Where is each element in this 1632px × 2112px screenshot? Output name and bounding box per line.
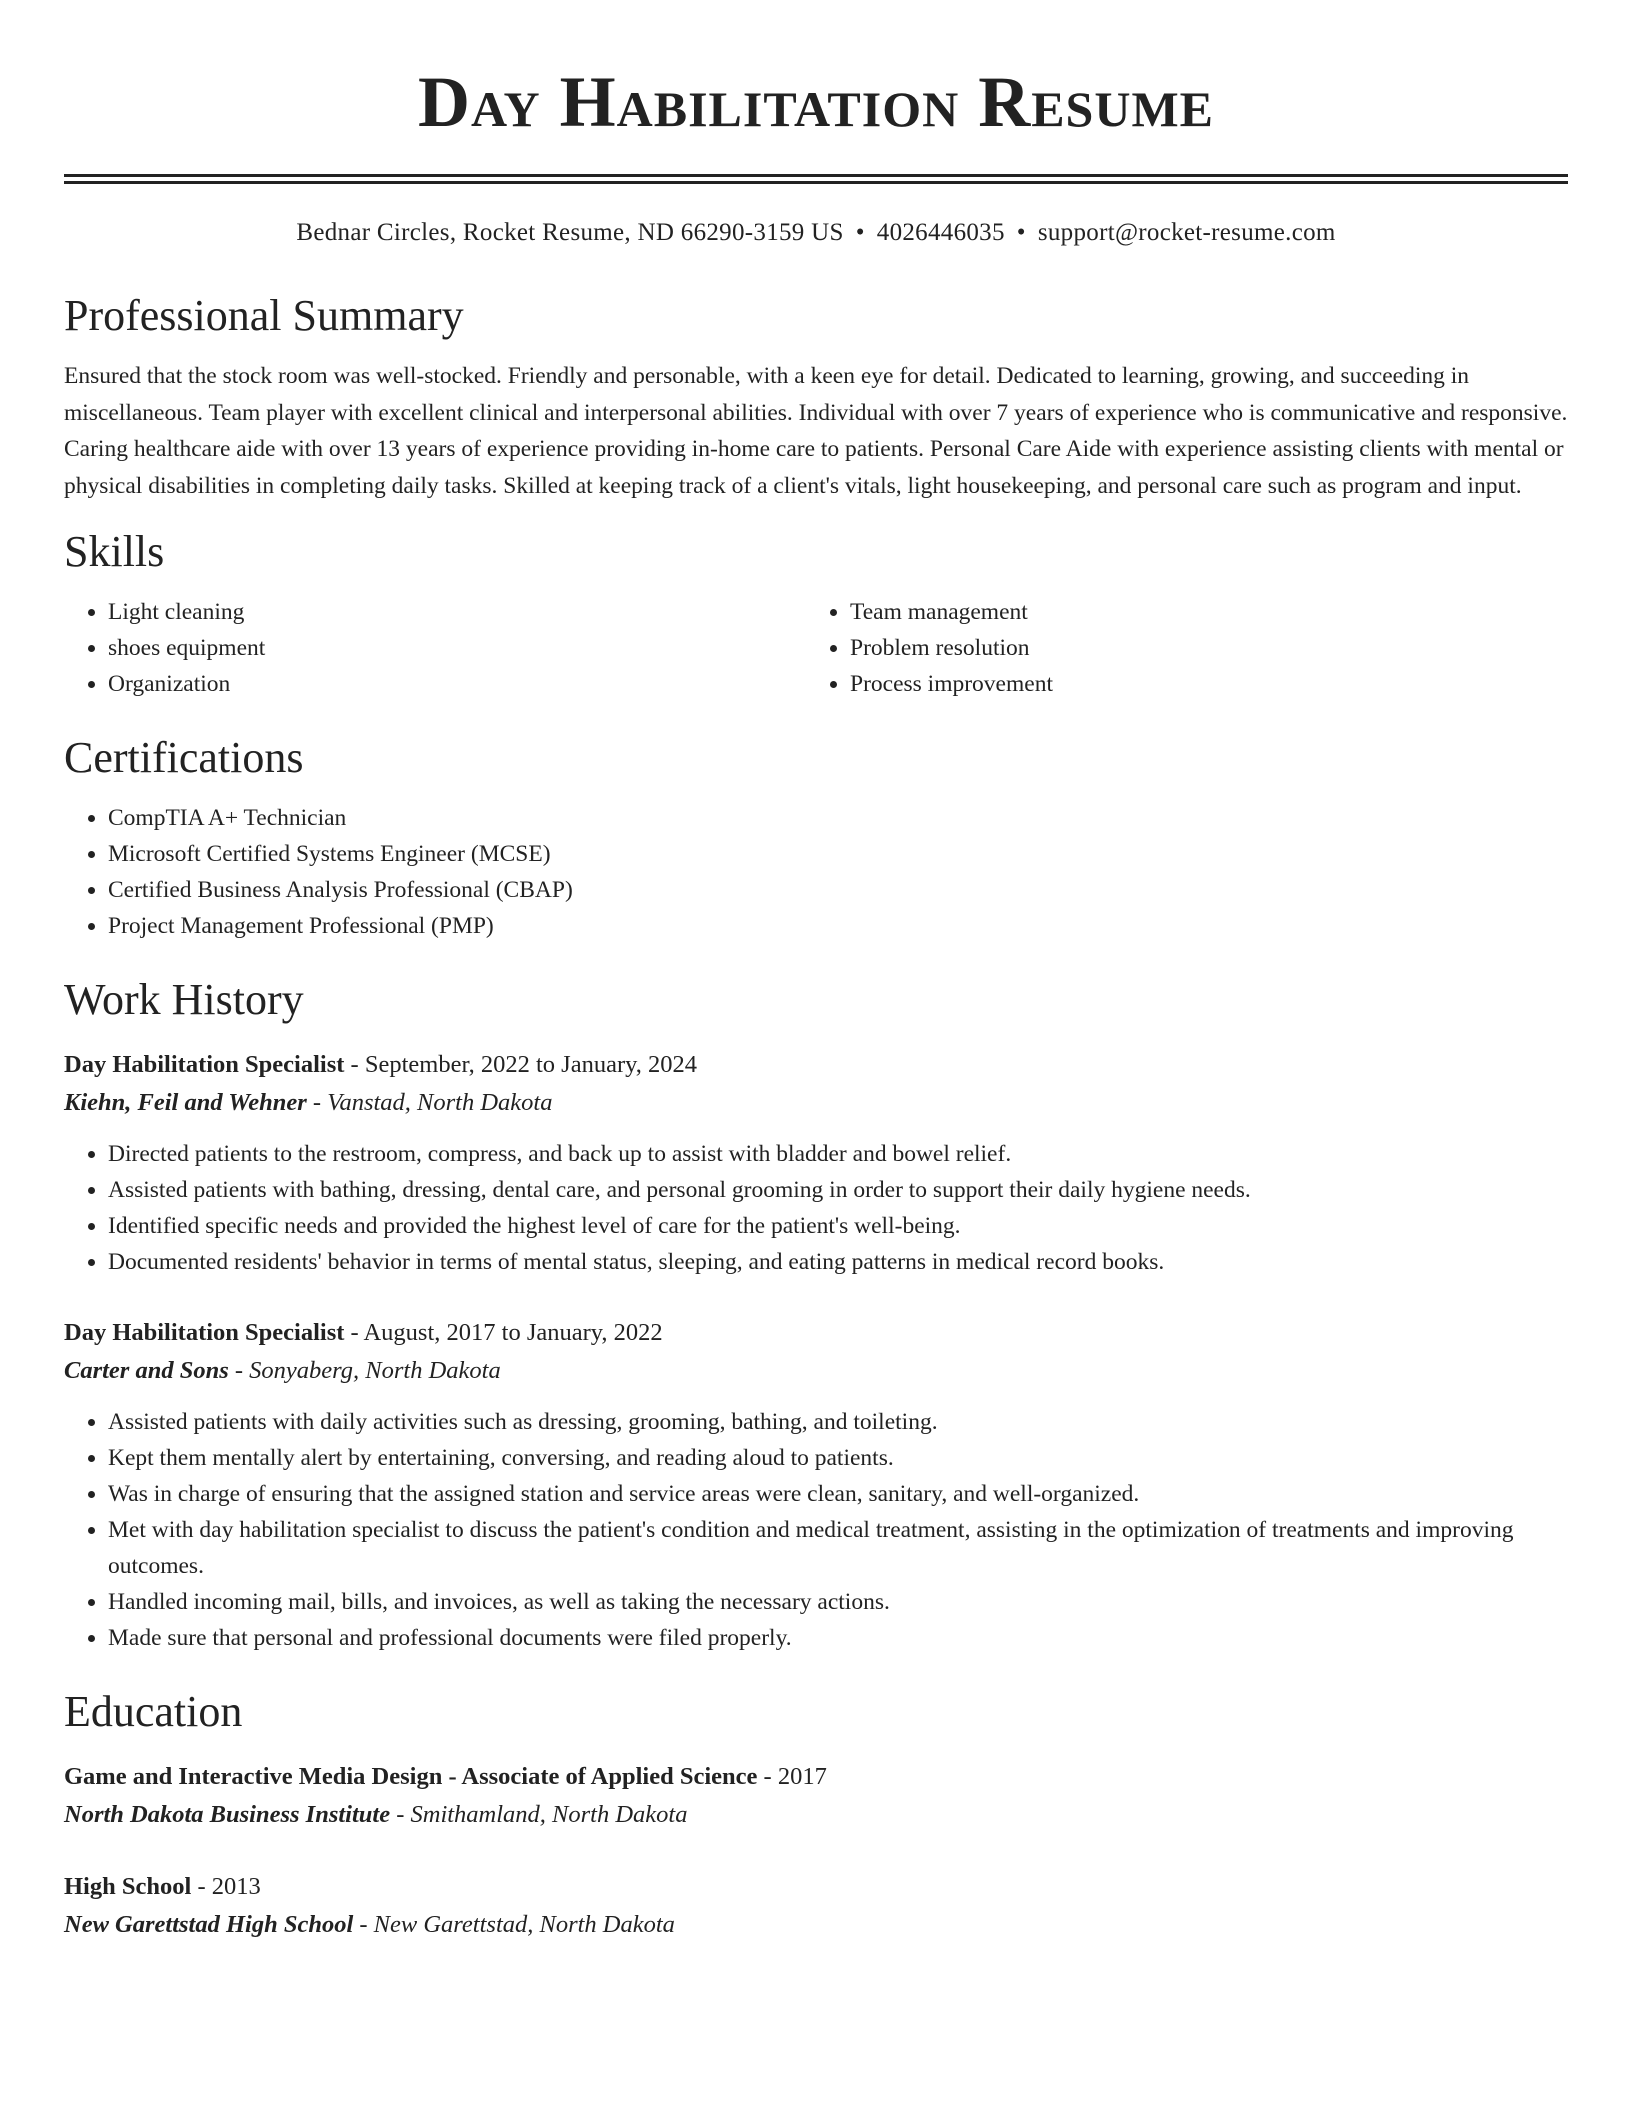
education-heading: Education <box>64 1687 243 1736</box>
summary-heading: Professional Summary <box>64 291 464 340</box>
job-title: Day Habilitation Specialist <box>64 1319 345 1346</box>
education-school: North Dakota Business Institute <box>64 1801 391 1828</box>
certification-item: • CompTIA A+ Technician <box>108 800 1568 836</box>
summary-text: Ensured that the stock room was well-stocked. Friendly and personable, with a keen eye for detail. Dedicated to learning, growing, and succeeding in miscellaneous. Team player with excellent clinical and interpersonal abilities. Individual with over 7 years of experience who is communicative and responsive. Caring healthcare aide with over 13 years of experience providing in-home care to patients. Personal Care Aide with experience assisting clients with mental or physical disabilities in completing daily tasks. Skilled at keeping track of a client's vitals, light housekeeping, and personal care such as program and input. <box>64 363 1568 499</box>
education-location: - Smithamland, North Dakota <box>390 1801 688 1828</box>
certification-item: • Certified Business Analysis Professional (CBAP) <box>108 872 1568 908</box>
skills-list-left <box>64 594 806 702</box>
skill-item: • Problem resolution <box>850 630 1548 666</box>
contact-separator: • <box>1016 219 1026 246</box>
certifications-section <box>64 730 1568 944</box>
job-company-line <box>64 1352 1568 1390</box>
job-duty-item: • Met with day habilitation specialist to discuss the patient's condition and medical treatment, assisting in the optimization of treatments and improving outcomes. <box>108 1512 1568 1584</box>
education-degree-line <box>64 1758 1568 1796</box>
job-entry <box>64 1314 1568 1656</box>
education-section <box>64 1684 1568 1944</box>
job-duty-item: • Made sure that personal and professional documents were filed properly. <box>108 1620 1568 1656</box>
job-company: Kiehn, Feil and Wehner <box>64 1089 307 1116</box>
skills-section <box>64 524 1568 702</box>
resume-title: Day Habilitation Resume <box>418 62 1214 142</box>
education-year: - 2017 <box>757 1763 827 1790</box>
education-year: - 2013 <box>191 1873 261 1900</box>
job-location: - Vanstad, North Dakota <box>306 1089 553 1116</box>
skills-list-right <box>806 594 1548 702</box>
contact-separator: • <box>855 219 865 246</box>
education-school-line <box>64 1796 1568 1834</box>
job-company-line <box>64 1084 1568 1122</box>
certification-item: • Microsoft Certified Systems Engineer (MCSE) <box>108 836 1568 872</box>
education-degree-line <box>64 1868 1568 1906</box>
education-entry <box>64 1758 1568 1834</box>
work-history-section <box>64 972 1568 1656</box>
certifications-list <box>64 800 1568 944</box>
job-duty-item: • Assisted patients with daily activities such as dressing, grooming, bathing, and toileting. <box>108 1404 1568 1440</box>
contact-address: Bednar Circles, Rocket Resume, ND 66290-3159 US <box>296 219 844 246</box>
skill-item: • Organization <box>108 666 806 702</box>
job-duty-item: • Was in charge of ensuring that the assigned station and service areas were clean, sanitary, and well-organized. <box>108 1476 1568 1512</box>
job-duty-item: • Assisted patients with bathing, dressing, dental care, and personal grooming in order to support their daily hygiene needs. <box>108 1172 1568 1208</box>
certifications-heading: Certifications <box>64 733 304 782</box>
skills-column-left <box>64 594 806 702</box>
education-school-line <box>64 1906 1568 1944</box>
job-dates: - August, 2017 to January, 2022 <box>344 1319 663 1346</box>
job-dates: - September, 2022 to January, 2024 <box>344 1051 698 1078</box>
job-title: Day Habilitation Specialist <box>64 1051 345 1078</box>
job-company: Carter and Sons <box>64 1357 229 1384</box>
job-location: - Sonyaberg, North Dakota <box>228 1357 501 1384</box>
title-divider <box>64 174 1568 184</box>
education-entry <box>64 1868 1568 1944</box>
skill-item: • Process improvement <box>850 666 1548 702</box>
skills-heading: Skills <box>64 527 165 576</box>
job-duties-list <box>64 1136 1568 1280</box>
job-duties-list <box>64 1404 1568 1656</box>
contact-email: support@rocket-resume.com <box>1037 219 1336 246</box>
job-duty-item: • Documented residents' behavior in terms of mental status, sleeping, and eating patterns in medical record books. <box>108 1244 1568 1280</box>
certification-item: • Project Management Professional (PMP) <box>108 908 1568 944</box>
contact-phone: 4026446035 <box>876 219 1005 246</box>
skill-item: • shoes equipment <box>108 630 806 666</box>
job-duty-item: • Handled incoming mail, bills, and invoices, as well as taking the necessary actions. <box>108 1584 1568 1620</box>
skills-grid <box>64 594 1568 702</box>
job-duty-item: • Kept them mentally alert by entertaining, conversing, and reading aloud to patients. <box>108 1440 1568 1476</box>
skill-item: • Team management <box>850 594 1548 630</box>
job-entry <box>64 1046 1568 1280</box>
contact-line <box>64 216 1568 250</box>
job-title-line <box>64 1046 1568 1084</box>
work-history-heading: Work History <box>64 975 304 1024</box>
summary-section <box>64 288 1568 504</box>
education-degree: Game and Interactive Media Design - Associate of Applied Science <box>64 1763 758 1790</box>
job-title-line <box>64 1314 1568 1352</box>
skill-item: • Light cleaning <box>108 594 806 630</box>
job-duty-item: • Identified specific needs and provided the highest level of care for the patient's well-being. <box>108 1208 1568 1244</box>
education-school: New Garettstad High School <box>64 1911 354 1938</box>
education-degree: High School <box>64 1873 192 1900</box>
education-location: - New Garettstad, North Dakota <box>353 1911 675 1938</box>
job-duty-item: • Directed patients to the restroom, compress, and back up to assist with bladder and bowel relief. <box>108 1136 1568 1172</box>
skills-column-right <box>806 594 1548 702</box>
